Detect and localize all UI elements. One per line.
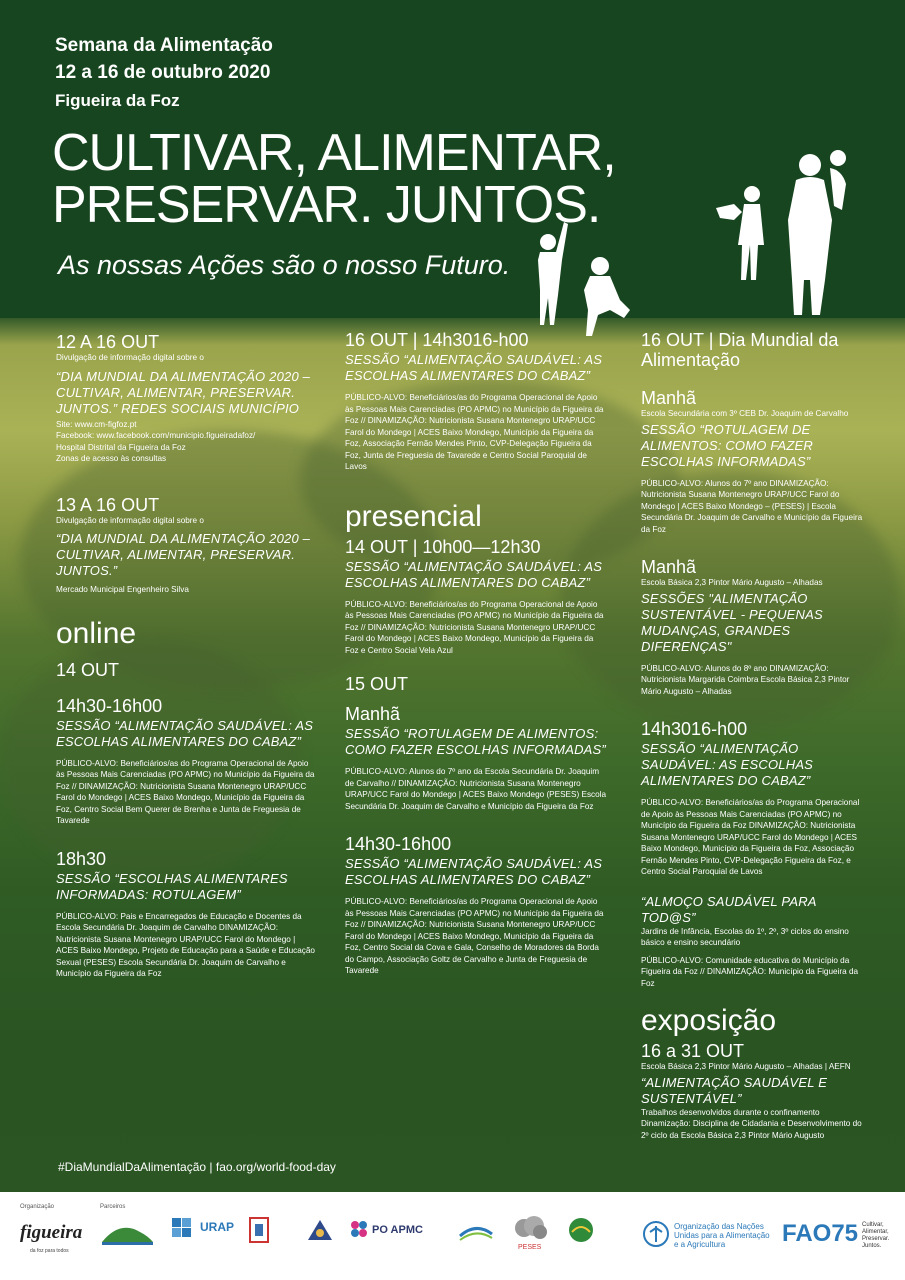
session-title: “ALIMENTAÇÃO SAUDÁVEL E SUSTENTÁVEL” <box>641 1074 828 1106</box>
fao75-logo: FAO75 <box>782 1220 859 1247</box>
event-name: Semana da Alimentação <box>55 35 273 56</box>
session-details: PÚBLICO-ALVO: Comunidade educativa do Município da Figueira da Foz // DINAMIZAÇÃO: Município da Figueira da Foz <box>641 955 859 988</box>
main-title <box>52 124 616 234</box>
session-title: “DIA MUNDIAL DA ALIMENTAÇÃO 2020 – CULTIVAR, ALIMENTAR, PRESERVAR. JUNTOS.” <box>56 531 311 578</box>
session-details: PÚBLICO-ALVO: Beneficiários/as do Programa Operacional de Apoio às Pessoas Mais Carenciadas (PO APMC) no Município da Figueira da Foz // DINAMIZAÇÃO: Nutricionista Susana Montenegro URAP/UCC Farol do Mondego | ACES Baixo Mondego, Município da Figueira da Foz, Associação Fernão Mendes Pinto, CVP-Delegação Figueira da Foz, Junta de Freguesia de Tavarede e Centro Social Paroquial de Lavos <box>345 393 604 471</box>
session-title: SESSÃO “ROTULAGEM DE ALIMENTOS: COMO FAZER ESCOLHAS INFORMADAS” <box>345 726 606 757</box>
session-details: PÚBLICO-ALVO: Beneficiários/as do Programa Operacional de Apoio às Pessoas Mais Carenciadas (PO APMC) no Município da Figueira da Foz // DINAMIZAÇÃO: Nutricionista Susana Montenegro URAP/UCC Farol do Mondego | ACES Baixo Mondego, Município da Figueira da Foz, Centro Social Bem Querer de Brenha e Junta de Freguesia de Tavarede <box>56 758 315 825</box>
location-text: Hospital Distrital da Figueira da Foz <box>56 442 186 452</box>
hashtag-link[interactable]: #DiaMundialDaAlimentação | fao.org/world-food-day <box>58 1160 336 1174</box>
footer-logos <box>0 1192 905 1280</box>
title-line-2: PRESERVAR. JUNTOS. <box>52 176 601 234</box>
section-presencial: presencial <box>345 499 482 533</box>
date-heading: 12 A 16 OUT <box>56 332 160 352</box>
date-heading: 13 A 16 OUT <box>56 494 160 515</box>
partners-label: Parceiros <box>100 1204 126 1210</box>
health-logo <box>248 1216 270 1246</box>
time-heading: 14h30-16h00 <box>56 695 163 716</box>
event-place: Figueira da Foz <box>55 91 180 110</box>
session-details: PÚBLICO-ALVO: Beneficiários/as do Programa Operacional de Apoio às Pessoas Mais Carenciadas (PO APMC) no Município da Figueira da Foz // DINAMIZAÇÃO: Nutricionista Susana Montenegro URAP/UCC Farol do Mondego | ACES Baixo Mondego, Município da Figueira da Foz e Centro Social Vela Azul <box>345 599 604 655</box>
session-details: PÚBLICO-ALVO: Pais e Encarregados de Educação e Docentes da Escola Secundária Dr. Joaquim de Carvalho DINAMIZAÇÃO: Nutricionista Susana Montenegro URAP/UCC Farol do Mondego | ACES Baixo Mondego, Projeto de Educação para a Saúde e Educação Sexual (PESES) Escola Secundária Dr. Joaquim de Carvalho e Município da Figueira da Foz <box>56 911 315 978</box>
location-text: Escola Básica 2,3 Pintor Mário Augusto – Alhadas | AEFN <box>641 1062 851 1071</box>
intro-text: Divulgação de informação digital sobre o <box>56 515 204 525</box>
urap-logo: URAP <box>200 1220 235 1234</box>
session-details: PÚBLICO-ALVO: Alunos do 7º ano da Escola Secundária Dr. Joaquim de Carvalho // DINAMIZAÇÃO: Nutricionista Susana Montenegro URAP/UCC Farol do Mondego | ACES Baixo Mondego (PESES) Escola Secundária Dr. Joaquim de Carvalho e Município da Figueira da Foz <box>345 767 607 811</box>
figueira-sub: da foz para todos <box>30 1248 69 1254</box>
site-link[interactable]: Site: www.cm-figfoz.pt <box>56 419 137 429</box>
time-heading: Manhã <box>345 704 401 724</box>
fao-emblem-icon <box>642 1220 670 1248</box>
poapmc-logo: PO APMC <box>372 1224 423 1236</box>
time-heading: Manhã <box>641 388 697 408</box>
org-label: Organização <box>20 1204 55 1210</box>
date-heading: 16 a 31 OUT <box>641 1041 745 1061</box>
session-title: SESSÕES "ALIMENTAÇÃO SUSTENTÁVEL - PEQUENAS MUDANÇAS, GRANDES DIFERENÇAS" <box>641 590 823 654</box>
poapmc-icon <box>350 1220 368 1238</box>
agrupamento-logo <box>100 1220 155 1248</box>
cvp-logo <box>458 1220 494 1244</box>
session-title: “DIA MUNDIAL DA ALIMENTAÇÃO 2020 – CULTIVAR, ALIMENTAR, PRESERVAR. JUNTOS.” REDES SOCIAIS MUNICÍPIO <box>56 368 311 416</box>
section-online: online <box>56 616 137 650</box>
figueira-logo: figueira <box>20 1222 83 1243</box>
urap-icon <box>172 1218 200 1238</box>
session-title: SESSÃO “ALIMENTAÇÃO SAUDÁVEL: AS ESCOLHAS ALIMENTARES DO CABAZ” <box>641 741 814 788</box>
session-title: SESSÃO “ALIMENTAÇÃO SAUDÁVEL: AS ESCOLHAS ALIMENTARES DO CABAZ” <box>56 717 314 749</box>
fao75-tagline: Cultivar, Alimentar, Preservar. Juntos. <box>862 1222 890 1249</box>
session-title: SESSÃO “ROTULAGEM DE ALIMENTOS: COMO FAZER ESCOLHAS INFORMADAS” <box>641 421 814 469</box>
date-heading: 14 OUT <box>56 659 120 680</box>
session-title: SESSÃO “ALIMENTAÇÃO SAUDÁVEL: AS ESCOLHAS ALIMENTARES DO CABAZ” <box>345 352 603 383</box>
location-text: Jardins de Infância, Escolas do 1º, 2º, 3º ciclos do ensino básico e ensino secundário <box>641 926 849 947</box>
session-details: Trabalhos desenvolvidos durante o confinamento Dinamização: Disciplina de Cidadania e Desenvolvimento do 2º ciclo da Escola Básica 2,3 Pintor Mário Augusto <box>641 1107 862 1140</box>
location-text: Mercado Municipal Engenheiro Silva <box>56 585 189 594</box>
event-dates: 12 a 16 de outubro 2020 <box>55 62 271 83</box>
title-line-1: CULTIVAR, ALIMENTAR, <box>52 124 616 182</box>
facebook-link[interactable]: Facebook: www.facebook.com/municipio.figueiradafoz/ <box>56 431 256 440</box>
section-exposicao: exposição <box>641 1004 777 1037</box>
session-title: “ALMOÇO SAUDÁVEL PARA TOD@S” <box>641 893 817 925</box>
session-details: PÚBLICO-ALVO: Alunos do 7º ano DINAMIZAÇÃO: Nutricionista Susana Montenegro URAP/UCC Farol do Mondego | ACES Baixo Mondego – (PESES) | Escola Secundária Dr. Joaquim de Carvalho e Município da Figueira da Foz <box>641 478 863 534</box>
intro-text: Divulgação de informação digital sobre o <box>56 353 204 362</box>
peses-logo: PESES <box>518 1244 542 1251</box>
date-heading: 16 OUT | Dia Mundial da Alimentação <box>641 330 839 370</box>
location-text: Escola Básica 2,3 Pintor Mário Augusto – Alhadas <box>641 578 823 587</box>
fao-name: Organização das Nações Unidas para a Alimentação e a Agricultura <box>674 1222 770 1249</box>
date-heading: 15 OUT <box>345 674 409 694</box>
session-title: SESSÃO “ALIMENTAÇÃO SAUDÁVEL: AS ESCOLHAS ALIMENTARES DO CABAZ” <box>345 856 603 887</box>
session-title: SESSÃO “ESCOLHAS ALIMENTARES INFORMADAS: ROTULAGEM” <box>56 870 288 902</box>
time-heading: 18h30 <box>56 848 107 869</box>
session-details: PÚBLICO-ALVO: Alunos do 8º ano DINAMIZAÇÃO: Nutricionista Margarida Coimbra Escola Básica 2,3 Pintor Mário Augusto – Alhadas <box>641 663 850 696</box>
time-heading: Manhã <box>641 557 697 577</box>
session-details: PÚBLICO-ALVO: Beneficiários/as do Programa Operacional de Apoio às Pessoas Mais Carenciadas (PO APMC) no Município da Figueira da Foz // DINAMIZAÇÃO: Nutricionista Susana Montenegro URAP/UCC Farol do Mondego | ACES Baixo Mondego, Município da Figueira da Foz, Centro Social da Cova e Gala, Conselho de Moradores da Borda do Campo, Associação Goltz de Carvalho e Junta de Freguesia de Tavarede <box>345 897 604 975</box>
date-heading: 14 OUT | 10h00—12h30 <box>345 536 541 557</box>
column-3 <box>641 330 867 1141</box>
session-details: PÚBLICO-ALVO: Beneficiários/as do Programa Operacional de Apoio às Pessoas Mais Carenciadas (PO APMC) no Município da Figueira da Foz DINAMIZAÇÃO: Nutricionista Susana Montenegro URAP/UCC Farol do Mondego | ACES Baixo Mondego, Município da Figueira da Foz, Associação Fernão Mendes Pinto, CVP-Delegação Figueira da Foz, e Centro Social Paroquial de Lavos <box>641 798 860 876</box>
session-title: SESSÃO “ALIMENTAÇÃO SAUDÁVEL: AS ESCOLHAS ALIMENTARES DO CABAZ” <box>345 558 603 590</box>
figueira-norte-logo <box>566 1216 596 1250</box>
tagline: As nossas Ações são o nosso Futuro. <box>58 250 511 280</box>
location-text: Escola Secundária com 3º CEB Dr. Joaquim de Carvalho <box>641 409 849 418</box>
column-2 <box>345 330 607 977</box>
hospital-logo <box>305 1216 335 1246</box>
column-1 <box>56 332 318 980</box>
date-heading: 16 OUT | 14h3016-h00 <box>345 330 529 350</box>
location-text: Zonas de acesso às consultas <box>56 454 167 463</box>
time-heading: 14h3016-h00 <box>641 719 748 739</box>
peses-cloud-icon <box>512 1214 548 1242</box>
time-heading: 14h30-16h00 <box>345 834 452 854</box>
